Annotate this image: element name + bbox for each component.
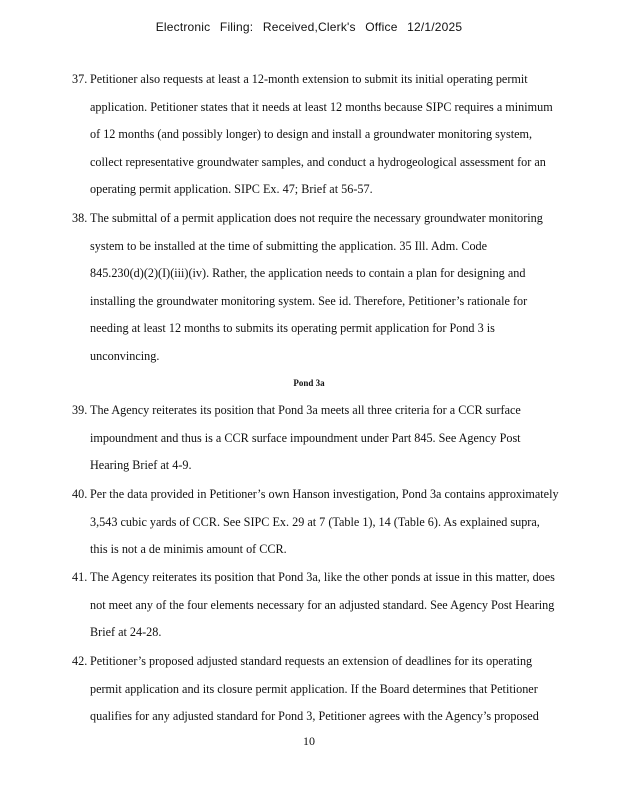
paragraph-body: [90, 564, 582, 647]
paragraph-line: unconvincing.: [90, 348, 160, 363]
paragraph-line: of 12 months (and possibly longer) to design and install a groundwater monitoring system,: [90, 127, 533, 141]
paragraph-line: permit application and its closure permit application. If the Board determines that Petitioner: [90, 681, 538, 696]
paragraph-41: [72, 564, 582, 647]
paragraph-line: The Agency reiterates its position that Pond 3a meets all three criteria for a CCR surface: [90, 403, 521, 417]
paragraph-40: [72, 481, 582, 564]
paragraph-line: Hearing Brief at 4-9.: [90, 458, 192, 472]
paragraph-42: [72, 648, 582, 731]
paragraph-line: The submittal of a permit application does not require the necessary groundwater monitoring: [90, 211, 543, 225]
paragraph-line: system to be installed at the time of submitting the application. 35 Ill. Adm. Code: [90, 238, 488, 253]
paragraph-body: [90, 397, 582, 480]
paragraph-line: collect representative groundwater samples, and conduct a hydrogeological assessment for an: [90, 154, 546, 169]
efiling-header: Electronic Filing: Received,Clerk's Office 12/1/2025: [155, 20, 463, 34]
paragraph-number: 37.: [72, 72, 88, 86]
paragraph-number: 42.: [72, 654, 88, 668]
paragraph-line: The Agency reiterates its position that Pond 3a, like the other ponds at issue in this matter, does: [90, 570, 555, 584]
paragraph-body: [90, 205, 582, 370]
paragraph-number: 38.: [72, 211, 88, 225]
paragraph-body: [90, 481, 582, 564]
paragraph-line: Per the data provided in Petitioner’s own Hanson investigation, Pond 3a contains approximately: [90, 487, 559, 501]
paragraph-line: needing at least 12 months to submits its operating permit application for Pond 3 is: [90, 321, 495, 335]
paragraph-line: application. Petitioner states that it needs at least 12 months because SIPC requires a minimum: [90, 99, 553, 114]
page-number: 10: [303, 734, 315, 748]
paragraph-number: 40.: [72, 487, 88, 501]
paragraph-line: Brief at 24-28.: [90, 625, 162, 639]
paragraph-38: [72, 205, 582, 370]
paragraph-line: 845.230(d)(2)(I)(iii)(iv). Rather, the application needs to contain a plan for designing and: [90, 266, 526, 280]
paragraph-37: [72, 66, 582, 204]
paragraph-line: impoundment and thus is a CCR surface impoundment under Part 845. See Agency Post: [90, 430, 521, 445]
paragraph-body: [90, 648, 582, 731]
paragraph-line: Petitioner also requests at least a 12-month extension to submit its initial operating permit: [90, 72, 528, 86]
paragraph-line: not meet any of the four elements necessary for an adjusted standard. See Agency Post Hearing: [90, 597, 555, 612]
section-heading: Pond 3a: [293, 378, 325, 388]
paragraph-line: qualifies for any adjusted standard for Pond 3, Petitioner agrees with the Agency’s proposed: [90, 709, 539, 723]
paragraph-number: 41.: [72, 570, 88, 584]
paragraph-number: 39.: [72, 403, 88, 417]
paragraph-line: installing the groundwater monitoring system. See id. Therefore, Petitioner’s rationale for: [90, 293, 528, 308]
paragraph-body: [90, 66, 582, 204]
paragraph-line: 3,543 cubic yards of CCR. See SIPC Ex. 29 at 7 (Table 1), 14 (Table 6). As explained supra,: [90, 514, 540, 529]
paragraph-line: Petitioner’s proposed adjusted standard requests an extension of deadlines for its operating: [90, 654, 533, 668]
paragraph-line: operating permit application. SIPC Ex. 47; Brief at 56-57.: [90, 182, 373, 196]
paragraph-line: this is not a de minimis amount of CCR.: [90, 542, 287, 556]
paragraph-39: [72, 397, 582, 480]
